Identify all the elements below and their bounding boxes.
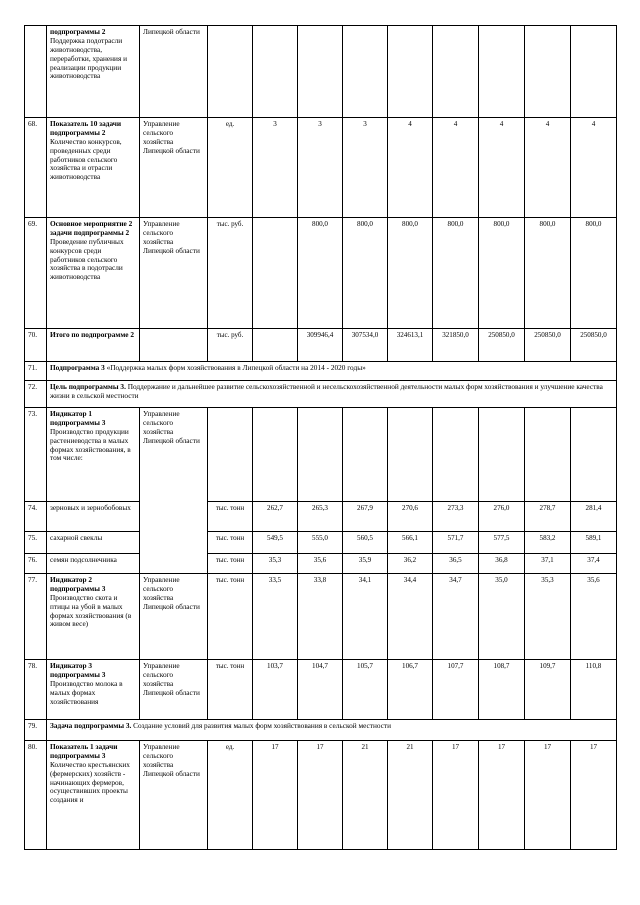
row-value: 800,0 [388, 218, 433, 329]
row-value: 4 [388, 118, 433, 218]
row-executor: Управление сельского хозяйства Липецкой области [140, 408, 208, 574]
row-value: 36,2 [388, 554, 433, 574]
table-row [25, 502, 617, 532]
section-title: Подпрограмма 3 [50, 363, 105, 372]
row-unit: тыс. руб. [208, 218, 253, 329]
row-number: 77. [25, 574, 47, 660]
row-value: 281,4 [571, 502, 617, 532]
table-row [25, 329, 617, 362]
table-row [25, 741, 617, 850]
row-label [47, 574, 140, 660]
row-value [388, 26, 433, 118]
row-text: Проведение публичных конкурсов среди работников сельского хозяйства в подотрасли животноводства [50, 236, 124, 282]
row-value: 37,1 [525, 554, 571, 574]
row-executor: Управление сельского хозяйства Липецкой области [140, 218, 208, 329]
row-value: 571,7 [433, 532, 479, 554]
row-title: Индикатор 2 подпрограммы 3 [50, 575, 106, 593]
row-value: 321850,0 [433, 329, 479, 362]
row-unit: тыс. тонн [208, 660, 253, 720]
row-label [47, 408, 140, 502]
row-value: 800,0 [298, 218, 343, 329]
row-value: 104,7 [298, 660, 343, 720]
table-row [25, 660, 617, 720]
row-value: 17 [298, 741, 343, 850]
row-value: 105,7 [343, 660, 388, 720]
section-row [25, 381, 617, 408]
row-label [47, 118, 140, 218]
row-value: 34,1 [343, 574, 388, 660]
row-value: 3 [253, 118, 298, 218]
section-heading [47, 381, 617, 408]
row-value: 273,3 [433, 502, 479, 532]
row-label [47, 741, 140, 850]
row-value [253, 26, 298, 118]
row-value: 3 [298, 118, 343, 218]
row-value: 4 [433, 118, 479, 218]
row-value [253, 218, 298, 329]
row-text: зерновых и зернобобовых [47, 502, 140, 532]
row-value: 262,7 [253, 502, 298, 532]
row-value: 17 [525, 741, 571, 850]
row-number: 74. [25, 502, 47, 532]
row-value: 3 [343, 118, 388, 218]
row-label [47, 329, 140, 362]
row-value [253, 329, 298, 362]
row-number: 78. [25, 660, 47, 720]
row-title: Индикатор 3 подпрограммы 3 [50, 661, 106, 679]
indicator-table [24, 25, 617, 850]
row-executor: Управление сельского хозяйства Липецкой области [140, 574, 208, 660]
row-executor: Управление сельского хозяйства Липецкой области [140, 660, 208, 720]
row-value: 17 [479, 741, 525, 850]
row-value: 307534,0 [343, 329, 388, 362]
row-value: 583,2 [525, 532, 571, 554]
row-value: 4 [571, 118, 617, 218]
row-value: 106,7 [388, 660, 433, 720]
row-number: 71. [25, 362, 47, 381]
row-value: 549,5 [253, 532, 298, 554]
section-title: Цель подпрограммы 3. [50, 382, 126, 391]
row-value: 103,7 [253, 660, 298, 720]
row-title: Индикатор 1 подпрограммы 3 [50, 409, 106, 427]
row-unit: тыс. тонн [208, 532, 253, 554]
row-label [47, 660, 140, 720]
table-row [25, 408, 617, 502]
section-heading [47, 362, 617, 381]
row-unit: ед. [208, 741, 253, 850]
table-row [25, 118, 617, 218]
table-row [25, 218, 617, 329]
row-text: Производство продукции растениеводства в малых формах хозяйствования, в том числе: [50, 426, 131, 463]
row-value: 250850,0 [571, 329, 617, 362]
row-text: Количество конкурсов, проведенных среди работников сельского хозяйства и отрасли животноводства [50, 136, 122, 182]
section-heading [47, 720, 617, 741]
row-number: 72. [25, 381, 47, 408]
row-executor: Управление сельского хозяйства Липецкой области [140, 118, 208, 218]
row-text: Производство молока в малых формах хозяйствования [50, 678, 123, 706]
row-value [298, 26, 343, 118]
row-title: Итого по подпрограмме 2 [50, 330, 135, 339]
row-value: 21 [343, 741, 388, 850]
row-value [433, 26, 479, 118]
row-value: 33,5 [253, 574, 298, 660]
row-value: 36,5 [433, 554, 479, 574]
row-number: 75. [25, 532, 47, 554]
table-row [25, 574, 617, 660]
row-value: 4 [479, 118, 525, 218]
row-unit: тыс. тонн [208, 554, 253, 574]
row-value: 555,0 [298, 532, 343, 554]
row-value: 800,0 [525, 218, 571, 329]
row-number: 68. [25, 118, 47, 218]
row-value: 800,0 [343, 218, 388, 329]
row-number: 70. [25, 329, 47, 362]
row-executor [140, 329, 208, 362]
row-value: 267,9 [343, 502, 388, 532]
row-unit: ед. [208, 118, 253, 218]
row-text: Количество крестьянских (фермерских) хозяйств - начинающих фермеров, осуществивших проекты создания и [50, 759, 130, 805]
row-value: 309946,4 [298, 329, 343, 362]
row-number: 76. [25, 554, 47, 574]
row-value: 33,8 [298, 574, 343, 660]
section-text: «Поддержка малых форм хозяйствования в Липецкой области на 2014 - 2020 годы» [104, 363, 366, 372]
row-value: 560,5 [343, 532, 388, 554]
row-value: 278,7 [525, 502, 571, 532]
row-value: 4 [525, 118, 571, 218]
row-value: 17 [253, 741, 298, 850]
row-value: 35,3 [253, 554, 298, 574]
row-value: 37,4 [571, 554, 617, 574]
row-text: семян подсолнечника [47, 554, 140, 574]
row-number: 80. [25, 741, 47, 850]
row-label [47, 26, 140, 118]
row-value: 110,8 [571, 660, 617, 720]
row-text: сахарной свеклы [47, 532, 140, 554]
row-value: 800,0 [571, 218, 617, 329]
row-value: 107,7 [433, 660, 479, 720]
row-number [25, 26, 47, 118]
row-value: 109,7 [525, 660, 571, 720]
row-unit: тыс. руб. [208, 329, 253, 362]
row-unit [208, 26, 253, 118]
row-value: 21 [388, 741, 433, 850]
row-number: 73. [25, 408, 47, 502]
row-value: 250850,0 [525, 329, 571, 362]
row-value [343, 26, 388, 118]
row-label [47, 218, 140, 329]
section-row [25, 362, 617, 381]
row-value: 17 [433, 741, 479, 850]
table-row [25, 554, 617, 574]
row-value: 35,0 [479, 574, 525, 660]
row-value: 270,6 [388, 502, 433, 532]
row-text: Производство скота и птицы на убой в малых формах хозяйствования (в живом весе) [50, 592, 132, 629]
row-value [479, 26, 525, 118]
row-value [571, 26, 617, 118]
row-value: 108,7 [479, 660, 525, 720]
row-value: 324613,1 [388, 329, 433, 362]
row-value: 35,9 [343, 554, 388, 574]
row-value: 800,0 [479, 218, 525, 329]
row-value: 276,0 [479, 502, 525, 532]
row-number: 79. [25, 720, 47, 741]
section-text: Создание условий для развития малых форм хозяйствования в сельской местности [131, 721, 392, 730]
row-value: 35,3 [525, 574, 571, 660]
row-title: подпрограммы 2 [50, 27, 106, 36]
row-value: 577,5 [479, 532, 525, 554]
row-unit: тыс. тонн [208, 502, 253, 532]
row-value: 800,0 [433, 218, 479, 329]
table-row [25, 26, 617, 118]
row-value: 35,6 [571, 574, 617, 660]
row-value: 34,7 [433, 574, 479, 660]
table-row [25, 532, 617, 554]
row-value: 36,8 [479, 554, 525, 574]
row-value [525, 26, 571, 118]
row-value: 265,3 [298, 502, 343, 532]
row-value: 250850,0 [479, 329, 525, 362]
section-title: Задача подпрограммы 3. [50, 721, 132, 730]
row-text: Поддержка подотрасли животноводства, переработки, хранения и реализации продукции животноводства [50, 35, 128, 81]
row-value: 566,1 [388, 532, 433, 554]
row-executor: Липецкой области [140, 26, 208, 118]
row-value: 589,1 [571, 532, 617, 554]
row-unit: тыс. тонн [208, 574, 253, 660]
section-text: Поддержание и дальнейшее развитие сельскохозяйственной и несельскохозяйственной деятельности малых форм хозяйствования и улучшение качества жизни в сельской местности [50, 382, 603, 400]
row-title: Основное мероприятие 2 задачи подпрограммы 2 [50, 219, 133, 237]
row-executor: Управление сельского хозяйства Липецкой области [140, 741, 208, 850]
row-value: 35,6 [298, 554, 343, 574]
row-title: Показатель 10 задачи подпрограммы 2 [50, 119, 122, 137]
row-value: 34,4 [388, 574, 433, 660]
row-number: 69. [25, 218, 47, 329]
row-value: 17 [571, 741, 617, 850]
section-row [25, 720, 617, 741]
row-title: Показатель 1 задачи подпрограммы 3 [50, 742, 118, 760]
